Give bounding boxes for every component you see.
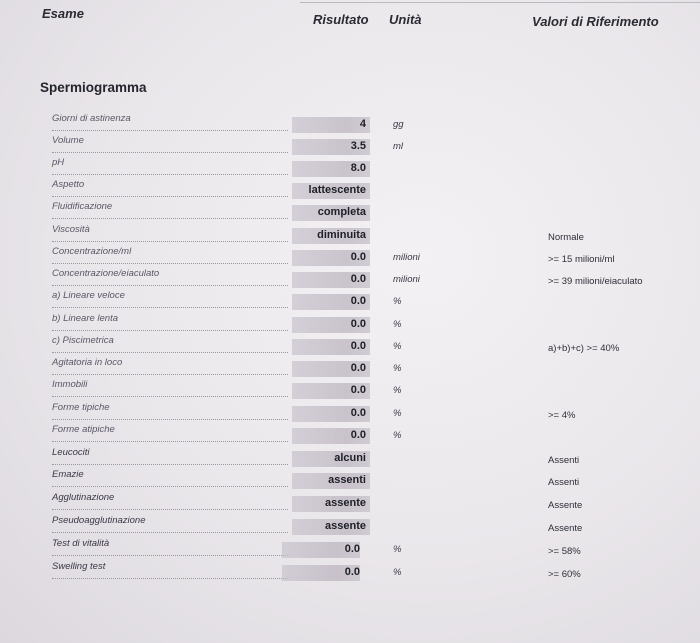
table-row [0, 561, 700, 584]
table-row [0, 357, 700, 380]
row-dotted-leader [52, 578, 288, 579]
row-label: Concentrazione/eiaculato [52, 268, 160, 279]
row-value: 0.0 [350, 318, 366, 330]
row-reference: Normale [548, 232, 584, 243]
row-value: 0.0 [350, 429, 366, 441]
row-dotted-leader [52, 330, 288, 331]
row-label: Immobili [52, 379, 88, 390]
row-unit: ml [393, 141, 404, 152]
row-reference: >= 60% [548, 569, 581, 580]
row-label: Aspetto [52, 179, 85, 190]
row-value-shade [292, 117, 370, 133]
row-value: 0.0 [350, 273, 366, 285]
row-dotted-leader [52, 218, 288, 219]
row-label: Concentrazione/ml [52, 246, 132, 257]
top-rule [300, 2, 700, 3]
row-dotted-leader [52, 263, 288, 264]
table-row [0, 179, 700, 202]
row-dotted-leader [52, 352, 288, 353]
row-value: assente [325, 497, 366, 509]
row-reference: >= 4% [548, 410, 576, 421]
row-value: 0.0 [350, 251, 366, 263]
row-value: diminuita [317, 229, 366, 241]
row-value: alcuni [334, 452, 366, 464]
table-row [0, 246, 700, 269]
row-value: 0.0 [350, 362, 366, 374]
row-value: assenti [328, 474, 366, 486]
row-label: Forme tipiche [52, 402, 110, 413]
row-label: Swelling test [52, 561, 106, 572]
row-dotted-leader [52, 509, 288, 510]
table-row [0, 469, 700, 492]
row-value: 8.0 [350, 162, 366, 174]
row-unit: % [393, 408, 402, 419]
table-row [0, 113, 700, 136]
row-unit: gg [393, 119, 404, 130]
row-label: a) Lineare veloce [52, 290, 125, 301]
table-row [0, 515, 700, 538]
row-unit: % [393, 319, 402, 330]
row-value: 0.0 [350, 295, 366, 307]
row-unit: % [393, 385, 402, 396]
table-row [0, 424, 700, 447]
row-reference: a)+b)+c) >= 40% [548, 343, 620, 354]
table-row [0, 268, 700, 291]
row-label: Forme atipiche [52, 424, 115, 435]
row-value: 0.0 [344, 543, 360, 555]
header-reference: Valori di Riferimento [532, 14, 659, 29]
row-label: Agglutinazione [52, 492, 115, 503]
row-label: c) Piscimetrica [52, 335, 114, 346]
row-label: Pseudoagglutinazione [52, 515, 146, 526]
row-dotted-leader [52, 374, 288, 375]
table-row [0, 201, 700, 224]
table-row [0, 379, 700, 402]
row-reference: Assenti [548, 455, 580, 466]
row-dotted-leader [52, 152, 288, 153]
row-dotted-leader [52, 441, 288, 442]
row-label: Agitatoria in loco [52, 357, 123, 368]
table-row [0, 135, 700, 158]
row-label: Volume [52, 135, 84, 146]
row-value: 0.0 [350, 407, 366, 419]
row-value: 3.5 [350, 140, 366, 152]
row-label: Fluidificazione [52, 201, 113, 212]
row-value: assente [325, 520, 366, 532]
table-row [0, 157, 700, 180]
row-label: Viscosità [52, 224, 90, 235]
row-dotted-leader [52, 307, 288, 308]
row-dotted-leader [52, 396, 288, 397]
row-value: completa [317, 206, 366, 218]
row-label: pH [52, 157, 65, 168]
row-dotted-leader [52, 532, 288, 533]
table-row [0, 224, 700, 247]
row-unit: % [393, 363, 402, 374]
row-dotted-leader [52, 419, 288, 420]
table-row [0, 402, 700, 425]
row-label: Emazie [52, 469, 84, 480]
row-unit: % [393, 544, 402, 555]
row-reference: >= 58% [548, 546, 581, 557]
row-reference: >= 39 milioni/eiaculato [548, 276, 643, 287]
row-label: Leucociti [52, 447, 90, 458]
row-value: 0.0 [350, 384, 366, 396]
row-reference: Assente [548, 500, 583, 511]
table-row [0, 538, 700, 561]
row-unit: % [393, 341, 402, 352]
table-header [0, 6, 700, 30]
table-row [0, 447, 700, 470]
row-value: 0.0 [344, 566, 360, 578]
row-unit: % [393, 567, 402, 578]
row-value: lattescente [308, 184, 366, 196]
row-dotted-leader [52, 486, 288, 487]
row-dotted-leader [52, 174, 288, 175]
row-label: b) Lineare lenta [52, 313, 119, 324]
row-reference: Assente [548, 523, 583, 534]
section-title: Spermiogramma [40, 80, 147, 95]
row-dotted-leader [52, 285, 288, 286]
row-label: Test di vitalità [52, 538, 110, 549]
row-dotted-leader [52, 196, 288, 197]
row-label: Giorni di astinenza [52, 113, 131, 124]
row-reference: >= 15 milioni/ml [548, 254, 615, 265]
header-exam: Esame [42, 6, 84, 21]
row-reference: Assenti [548, 477, 580, 488]
row-dotted-leader [52, 130, 288, 131]
table-row [0, 313, 700, 336]
row-dotted-leader [52, 464, 288, 465]
header-unit: Unità [389, 12, 422, 27]
row-dotted-leader [52, 555, 288, 556]
row-value: 0.0 [350, 340, 366, 352]
row-unit: milioni [393, 274, 420, 285]
row-unit: % [393, 296, 402, 307]
table-row [0, 290, 700, 313]
row-unit: milioni [393, 252, 420, 263]
header-result: Risultato [313, 12, 369, 27]
row-unit: % [393, 430, 402, 441]
row-dotted-leader [52, 241, 288, 242]
table-row [0, 492, 700, 515]
table-row [0, 335, 700, 358]
row-value: 4 [359, 118, 366, 130]
